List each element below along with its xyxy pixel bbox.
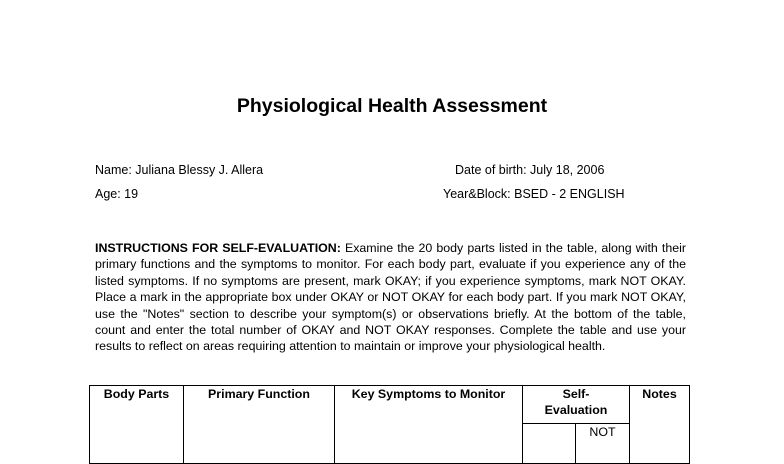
student-name: Name: Juliana Blessy J. Allera xyxy=(95,163,264,177)
date-of-birth: Date of birth: July 18, 2006 xyxy=(455,163,605,177)
instructions-body: Examine the 20 body parts listed in the table, along with their primary functions and the symptoms to monitor. For each body part, evaluate if you experience any of the listed symptoms. If no symptoms are present, mark OKAY; if you experience symptoms, mark NOT OKAY. Place a mark in the appropriate box under OKAY or NOT OKAY for each body part. If you mark NOT OKAY, use the "Notes" section to describe your symptom(s) or observations briefly. At the bottom of the table, count and enter the total number of OKAY and NOT OKAY responses. Complete the table and use your results to reflect on areas requiring attention to maintain or improve your physiological health. xyxy=(95,241,686,354)
header-notes: Notes xyxy=(630,386,690,464)
header-primary-function: Primary Function xyxy=(184,386,335,464)
header-key-symptoms: Key Symptoms to Monitor xyxy=(335,386,523,464)
subheader-not-okay: NOT xyxy=(576,424,630,464)
instructions-heading: INSTRUCTIONS FOR SELF-EVALUATION: xyxy=(95,241,341,255)
header-body-parts: Body Parts xyxy=(90,386,184,464)
student-age: Age: 19 xyxy=(95,187,139,201)
subheader-okay xyxy=(523,424,576,464)
year-block: Year&Block: BSED - 2 ENGLISH xyxy=(443,187,625,201)
assessment-table xyxy=(89,385,690,464)
instructions-paragraph xyxy=(95,240,686,355)
page-title: Physiological Health Assessment xyxy=(236,95,548,117)
header-self-evaluation: Self- Evaluation xyxy=(523,386,630,424)
